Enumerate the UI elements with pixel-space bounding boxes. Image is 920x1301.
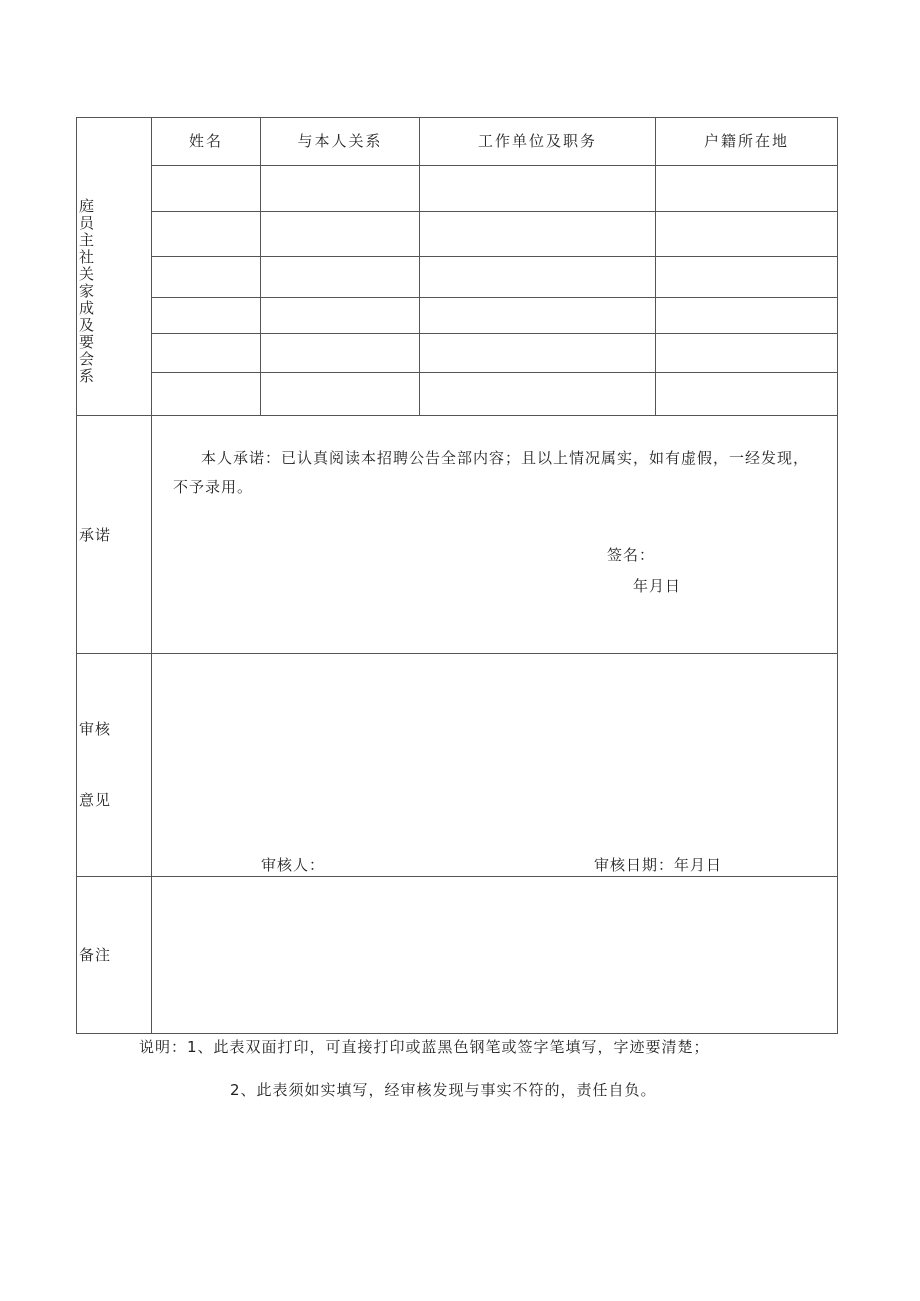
family-row-5[interactable] xyxy=(152,334,837,372)
signature-field[interactable] xyxy=(657,545,807,565)
review-date-label: 审核日期：年月日 xyxy=(594,856,723,874)
application-form-table xyxy=(76,117,838,1034)
family-row-1[interactable] xyxy=(152,166,837,211)
remarks-field[interactable] xyxy=(152,877,837,1033)
column-header-household-registration: 户籍所在地 xyxy=(703,132,789,150)
instruction-note-2: 2、此表须如实填写，经审核发现与事实不符的，责任自负。 xyxy=(230,1081,657,1099)
pledge-text: 本人承诺：已认真阅读本招聘公告全部内容；且以上情况属实，如有虚假，一经发现，不予录用。 xyxy=(173,449,810,496)
family-row-3[interactable] xyxy=(152,257,837,297)
pledge-section-label: 承诺 xyxy=(79,526,112,544)
family-row-2[interactable] xyxy=(152,212,837,256)
instruction-note-1: 说明：1、此表双面打印，可直接打印或蓝黑色钢笔或签字笔填写，字迹要清楚； xyxy=(139,1038,710,1056)
review-opinion-field[interactable] xyxy=(152,654,837,844)
column-header-name: 姓名 xyxy=(188,132,223,150)
review-section-label-line1: 审核 xyxy=(79,720,112,738)
column-header-employer-position: 工作单位及职务 xyxy=(477,132,597,150)
family-section-label: 庭员主社关家成及要会系 xyxy=(79,197,95,385)
column-header-relationship: 与本人关系 xyxy=(297,132,383,150)
signature-label: 签名： xyxy=(607,546,656,564)
pledge-date-label: 年月日 xyxy=(633,577,682,595)
family-section-bottom-line xyxy=(77,415,837,416)
family-row-4[interactable] xyxy=(152,298,837,333)
remarks-section-label: 备注 xyxy=(79,946,112,964)
family-row-6[interactable] xyxy=(152,373,837,415)
reviewer-label: 审核人： xyxy=(261,856,326,874)
review-section-label-line2: 意见 xyxy=(79,791,112,809)
